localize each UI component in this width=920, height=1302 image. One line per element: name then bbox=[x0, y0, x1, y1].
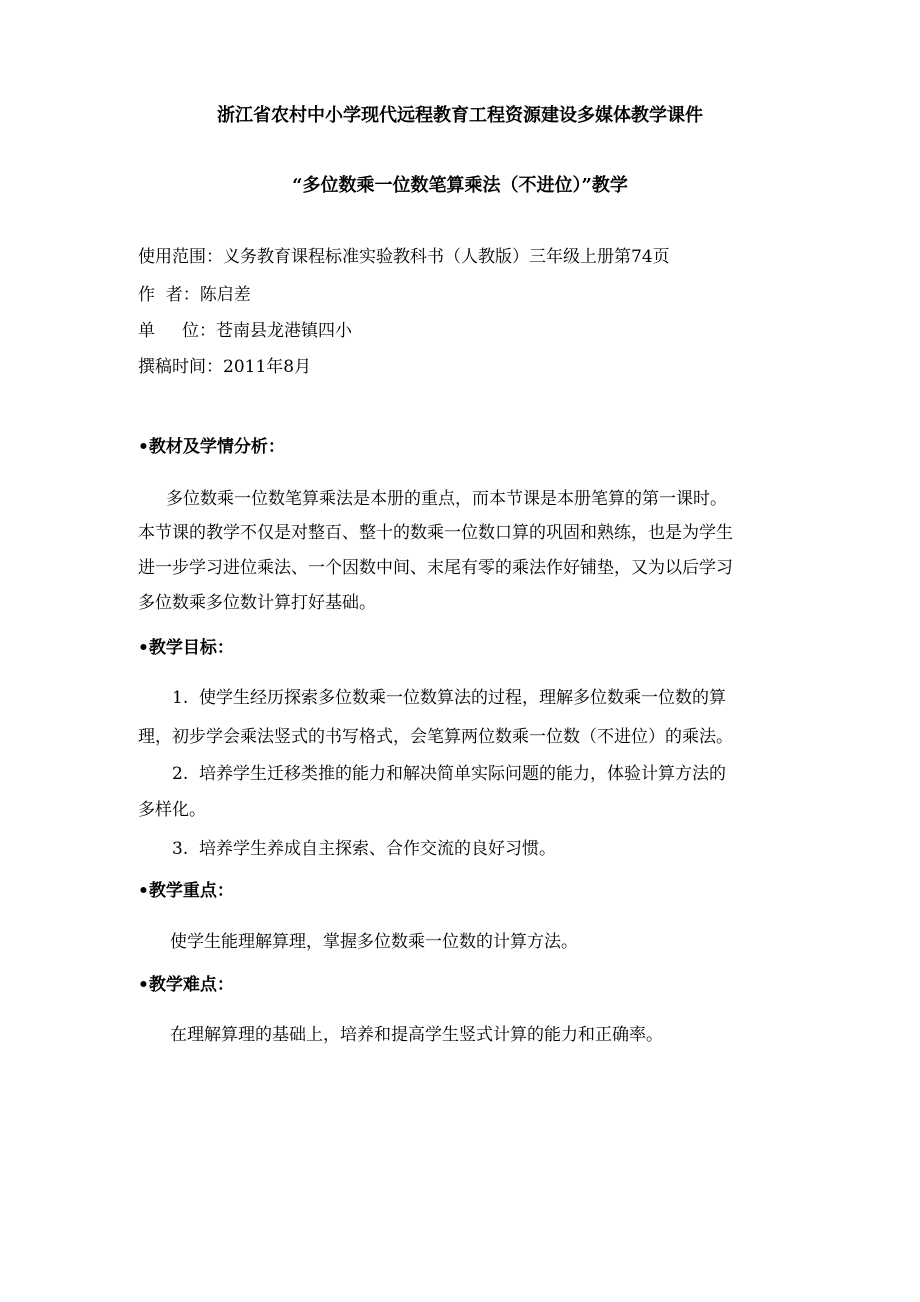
document-subtitle: “多位数乘一位数笔算乘法（不进位）”教学 bbox=[292, 175, 628, 196]
meta-unit: 单 位：苍南县龙港镇四小 bbox=[138, 321, 353, 341]
section-heading-keypoint: •教学重点： bbox=[138, 881, 234, 901]
section-heading-difficulty: •教学难点： bbox=[138, 975, 234, 995]
goal-item-2: 2. 培养学生迁移类推的能力和解决简单实际问题的能力，体验计算方法的 bbox=[172, 764, 727, 784]
keypoint-text: 使学生能理解算理，掌握多位数乘一位数的计算方法。 bbox=[170, 932, 578, 952]
analysis-line: 进一步学习进位乘法、一个因数中间、末尾有零的乘法作好铺垫，又为以后学习 bbox=[138, 558, 733, 578]
goal-item-3: 3. 培养学生养成自主探索、合作交流的良好习惯。 bbox=[172, 839, 557, 859]
meta-scope: 使用范围：义务教育课程标准实验教科书（人教版）三年级上册第74页 bbox=[138, 247, 670, 267]
goal-item-1: 1. 使学生经历探索多位数乘一位数算法的过程，理解多位数乘一位数的算 bbox=[172, 688, 727, 708]
difficulty-text: 在理解算理的基础上，培养和提高学生竖式计算的能力和正确率。 bbox=[170, 1025, 663, 1045]
analysis-line: 多位数乘多位数计算打好基础。 bbox=[138, 593, 376, 613]
meta-author: 作 者：陈启差 bbox=[138, 285, 251, 305]
section-heading-analysis: •教材及学情分析： bbox=[138, 437, 285, 457]
analysis-line: 多位数乘一位数笔算乘法是本册的重点，而本节课是本册笔算的第一课时。 bbox=[166, 489, 727, 509]
analysis-line: 本节课的教学不仅是对整百、整十的数乘一位数口算的巩固和熟练，也是为学生 bbox=[138, 523, 733, 543]
document-title: 浙江省农村中小学现代远程教育工程资源建设多媒体教学课件 bbox=[217, 105, 703, 126]
goal-item-2-cont: 多样化。 bbox=[138, 800, 206, 820]
goal-item-1-cont: 理，初步学会乘法竖式的书写格式，会笔算两位数乘一位数（不进位）的乘法。 bbox=[138, 727, 733, 747]
section-heading-goals: •教学目标： bbox=[138, 638, 234, 658]
meta-date: 撰稿时间：2011年8月 bbox=[138, 357, 312, 377]
